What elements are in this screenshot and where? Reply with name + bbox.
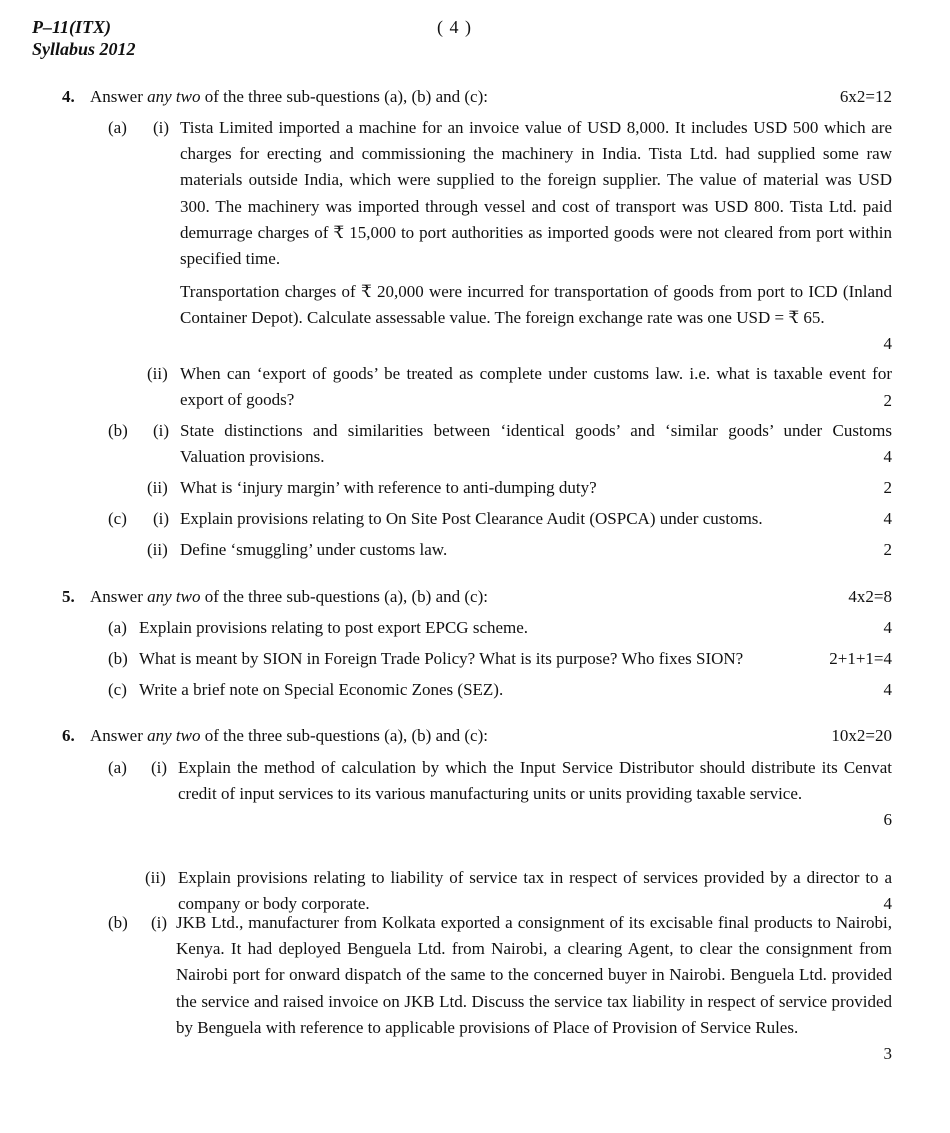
- question-text: State distinctions and similarities between ‘identical goods’ and ‘similar goods’ under Customs Valuation provisions.: [180, 421, 892, 467]
- question-number: 4.: [62, 87, 75, 106]
- question-text: Write a brief note on Special Economic Zones (SEZ).: [139, 680, 504, 699]
- item-marks: 2: [883, 478, 892, 497]
- syllabus-label: Syllabus 2012: [32, 39, 136, 59]
- question-text: Explain provisions relating to liability of service tax in respect of services provided by a director to a company or body corporate.: [178, 868, 892, 914]
- instruction-suffix: of the three sub-questions (a), (b) and (c):: [200, 726, 488, 745]
- question-text: What is ‘injury margin’ with reference to anti-dumping duty?: [180, 478, 597, 497]
- page-number: ( 4 ): [437, 17, 472, 37]
- item-marks: 2: [883, 540, 892, 559]
- question-number: 6.: [62, 726, 75, 745]
- item-label: (i): [151, 758, 168, 777]
- item-label: (i): [153, 421, 170, 440]
- item-marks: 4: [883, 894, 892, 913]
- part-label: (b): [108, 421, 128, 440]
- instruction-suffix: of the three sub-questions (a), (b) and (c):: [200, 587, 488, 606]
- question-4-header: [0, 84, 950, 110]
- question-text: Tista Limited imported a machine for an invoice value of USD 8,000. It includes USD 500 which are charges for erecting and commissioning the machinery in India. Tista Ltd. had supplied some raw materials outside India, which were supplied to the foreign supplier. The value of material was USD 300. The machinery was imported through vessel and cost of transport was USD 800. Tista Ltd. paid demurrage charges of ₹ 15,000 to port authorities as imported goods were not cleared from port within specified time.: [180, 118, 892, 269]
- part-label: (a): [108, 618, 127, 637]
- question-marks: 4x2=8: [848, 587, 892, 606]
- question-6-header: [0, 723, 950, 749]
- item-label: (ii): [147, 364, 168, 383]
- part-label: (b): [108, 649, 128, 668]
- question-5-header: [0, 584, 950, 610]
- item-label: (i): [153, 509, 170, 528]
- part-label: (c): [108, 680, 127, 699]
- question-marks: 6x2=12: [839, 87, 892, 106]
- question-text: Transportation charges of ₹ 20,000 were incurred for transportation of goods from port to ICD (Inland Container Depot). Calculate assessable value. The foreign exchange rate was one USD = ₹ 65.: [180, 282, 892, 328]
- item-marks: 3: [883, 1044, 892, 1063]
- part-label: (c): [108, 509, 127, 528]
- question-text: Define ‘smuggling’ under customs law.: [180, 540, 448, 559]
- question-text: When can ‘export of goods’ be treated as complete under customs law. i.e. what is taxable event for export of goods?: [180, 364, 892, 410]
- item-label: (i): [151, 913, 168, 932]
- part-label: (a): [108, 118, 127, 137]
- question-marks: 10x2=20: [831, 726, 892, 745]
- item-marks: 4: [883, 618, 892, 637]
- instruction-prefix: Answer: [90, 587, 148, 606]
- item-marks: 4: [883, 334, 892, 353]
- item-marks: 4: [883, 447, 892, 466]
- page-header: [32, 16, 912, 64]
- question-text: Explain provisions relating to post export EPCG scheme.: [139, 618, 529, 637]
- item-label: (ii): [147, 540, 168, 559]
- instruction-emphasis: any two: [147, 726, 201, 745]
- item-marks: 4: [883, 680, 892, 699]
- question-instruction: [90, 84, 488, 110]
- instruction-prefix: Answer: [90, 726, 148, 745]
- part-label: (a): [108, 758, 127, 777]
- item-label: (i): [153, 118, 170, 137]
- question-instruction: [90, 584, 488, 610]
- question-text: JKB Ltd., manufacturer from Kolkata exported a consignment of its excisable final products to Nairobi, Kenya. It had deployed Benguela Ltd. from Nairobi, a clearing Agent, to clear the consignment from Nairobi port for onward dispatch of the same to the concerned buyer in Nairobi. Benguela Ltd. provided the service and raised invoice on JKB Ltd. Discuss the service tax liability in respect of service provided by Benguela with reference to applicable provisions of Place of Provision of Service Rules.: [176, 913, 892, 1037]
- item-marks: 6: [883, 810, 892, 829]
- paper-code: P–11(ITX): [32, 17, 111, 37]
- instruction-emphasis: any two: [147, 587, 201, 606]
- item-marks: 2+1+1=4: [829, 649, 892, 668]
- question-text: What is meant by SION in Foreign Trade Policy? What is its purpose? Who fixes SION?: [139, 649, 744, 668]
- item-label: (ii): [147, 478, 168, 497]
- question-number: 5.: [62, 587, 75, 606]
- instruction-suffix: of the three sub-questions (a), (b) and (c):: [200, 87, 488, 106]
- item-label: (ii): [145, 868, 166, 887]
- question-instruction: [90, 723, 488, 749]
- instruction-prefix: Answer: [90, 87, 148, 106]
- item-marks: 4: [883, 509, 892, 528]
- question-text: Explain provisions relating to On Site Post Clearance Audit (OSPCA) under customs.: [180, 509, 763, 528]
- item-marks: 2: [883, 391, 892, 410]
- instruction-emphasis: any two: [147, 87, 201, 106]
- question-text: Explain the method of calculation by which the Input Service Distributor should distribute its Cenvat credit of input services to its various manufacturing units or units providing taxable service.: [178, 758, 892, 804]
- part-label: (b): [108, 913, 128, 932]
